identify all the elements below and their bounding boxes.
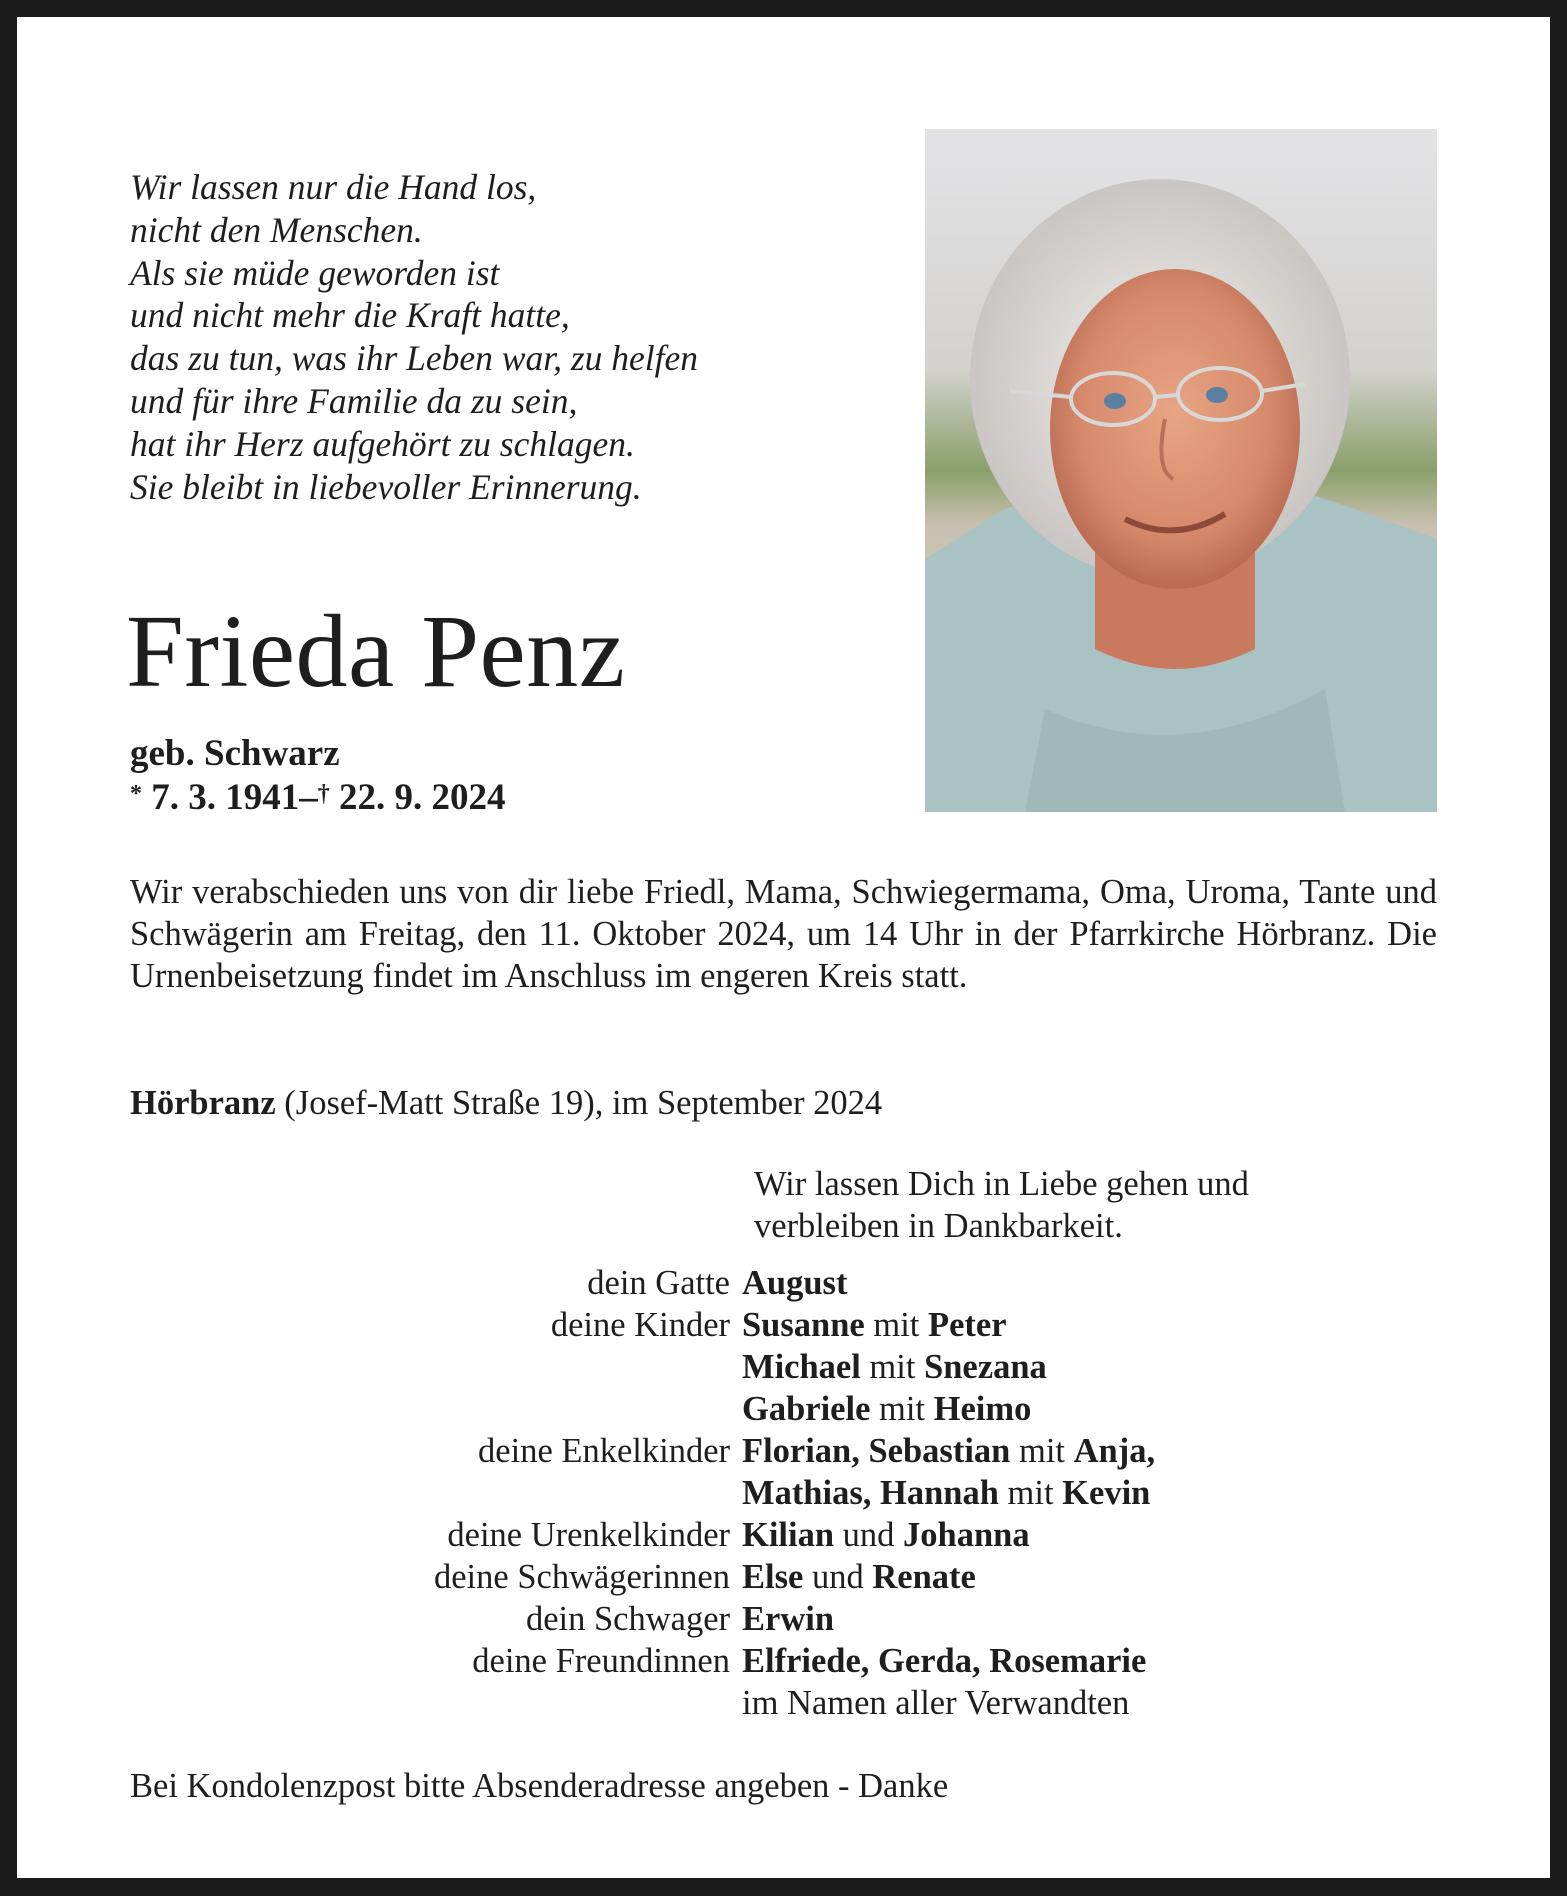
mourner-name: Anja, <box>1073 1432 1156 1470</box>
connector-text: mit <box>998 1474 1063 1512</box>
mourner-names <box>742 1472 1150 1514</box>
closing-words <box>754 1163 1249 1247</box>
mourner-name: Peter <box>928 1306 1007 1344</box>
mourner-name: August <box>742 1264 848 1302</box>
poem-line: hat ihr Herz aufgehört zu schlagen. <box>130 423 635 464</box>
life-dates <box>130 777 506 819</box>
relation-label: dein Gatte <box>587 1264 730 1302</box>
mourner-names <box>742 1430 1155 1472</box>
mourner-name: Renate <box>872 1558 976 1596</box>
relation-label: deine Schwägerinnen <box>433 1558 730 1596</box>
mourner-name: Gabriele <box>742 1390 871 1428</box>
mourner-row <box>130 1388 1155 1430</box>
portrait-photo <box>925 129 1437 812</box>
maiden-name: geb. Schwarz <box>130 733 340 774</box>
mourner-names <box>742 1388 1031 1430</box>
mourners-list <box>130 1262 1155 1724</box>
mourner-names <box>742 1556 976 1598</box>
mourner-name: Johanna <box>903 1516 1030 1554</box>
mourner-names <box>742 1304 1007 1346</box>
mourner-row <box>130 1262 1155 1304</box>
condolence-note: Bei Kondolenzpost bitte Absenderadresse angeben - Danke <box>130 1767 949 1805</box>
mourner-row <box>130 1346 1155 1388</box>
closing-line: Wir lassen Dich in Liebe gehen und <box>754 1165 1249 1203</box>
mourner-row <box>130 1640 1155 1682</box>
poem-line: und nicht mehr die Kraft hatte, <box>130 295 570 336</box>
mourner-name: Snezana <box>924 1348 1047 1386</box>
poem-line: nicht den Menschen. <box>130 209 423 250</box>
mourner-names <box>742 1346 1047 1388</box>
mourner-names <box>742 1640 1146 1682</box>
mourner-name: Mathias, Hannah <box>742 1474 999 1512</box>
connector-text: mit <box>864 1306 929 1344</box>
mourner-row <box>130 1598 1155 1640</box>
mourner-name: Else <box>742 1558 804 1596</box>
connector-text: im Namen aller Verwandten <box>742 1684 1130 1722</box>
mourner-names <box>742 1598 834 1640</box>
mourner-row <box>130 1304 1155 1346</box>
connector-text: und <box>803 1558 873 1596</box>
relation-label <box>130 1388 742 1430</box>
poem-line: Sie bleibt in liebevoller Erinnerung. <box>130 466 642 507</box>
mourner-name: Kevin <box>1062 1474 1151 1512</box>
funeral-announcement: Wir verabschieden uns von dir liebe Friedl, Mama, Schwiegermama, Oma, Uroma, Tante und Schwägerin am Freitag, den 11. Oktober 2024, um 14 Uhr in der Pfarrkirche Hörbranz. Die Urnenbeisetzung findet im Anschluss im engeren Kreis statt. <box>130 873 1437 995</box>
mourner-name: Kilian <box>742 1516 835 1554</box>
relation-label: deine Freundinnen <box>472 1642 730 1680</box>
connector-text: und <box>834 1516 904 1554</box>
address-date: (Josef-Matt Straße 19), im September 2024 <box>275 1084 883 1122</box>
mourner-name: Michael <box>742 1348 861 1386</box>
poem-line: das zu tun, was ihr Leben war, zu helfen <box>130 338 699 379</box>
memorial-poem <box>130 166 830 508</box>
town-name: Hörbranz <box>130 1084 276 1122</box>
closing-line: verbleiben in Dankbarkeit. <box>754 1207 1123 1245</box>
mourner-names <box>742 1682 1129 1724</box>
mourner-row <box>130 1556 1155 1598</box>
relation-label: deine Kinder <box>550 1306 730 1344</box>
connector-text: mit <box>1010 1432 1074 1470</box>
poem-line: Als sie müde geworden ist <box>130 252 500 293</box>
relation-label <box>130 1346 742 1388</box>
mourner-row <box>130 1430 1155 1472</box>
place-date-line <box>130 1082 882 1124</box>
mourner-row <box>130 1514 1155 1556</box>
connector-text: mit <box>870 1390 934 1428</box>
mourner-names <box>742 1262 847 1304</box>
connector-text: mit <box>860 1348 925 1386</box>
relation-label: dein Schwager <box>525 1600 730 1638</box>
poem-line: und für ihre Familie da zu sein, <box>130 380 578 421</box>
birth-symbol: * <box>130 781 142 807</box>
relation-label <box>130 1682 742 1724</box>
poem-line: Wir lassen nur die Hand los, <box>130 167 537 207</box>
mourner-row <box>130 1472 1155 1514</box>
mourner-name: Elfriede, Gerda, Rosemarie <box>742 1642 1147 1680</box>
mourner-name: Susanne <box>742 1306 865 1344</box>
mourner-name: Florian, Sebastian <box>742 1432 1011 1470</box>
relation-label <box>130 1472 742 1514</box>
birth-date: 7. 3. 1941 <box>151 777 300 818</box>
deceased-name: Frieda Penz <box>126 594 626 709</box>
mourner-names <box>742 1514 1030 1556</box>
date-separator: – <box>299 777 318 818</box>
relation-label: deine Enkelkinder <box>478 1432 730 1470</box>
mourner-name: Heimo <box>933 1390 1032 1428</box>
death-date: 22. 9. 2024 <box>339 777 506 818</box>
mourner-row <box>130 1682 1155 1724</box>
mourner-name: Erwin <box>742 1600 835 1638</box>
death-symbol: † <box>317 781 330 807</box>
relation-label: deine Urenkelkinder <box>447 1516 730 1554</box>
